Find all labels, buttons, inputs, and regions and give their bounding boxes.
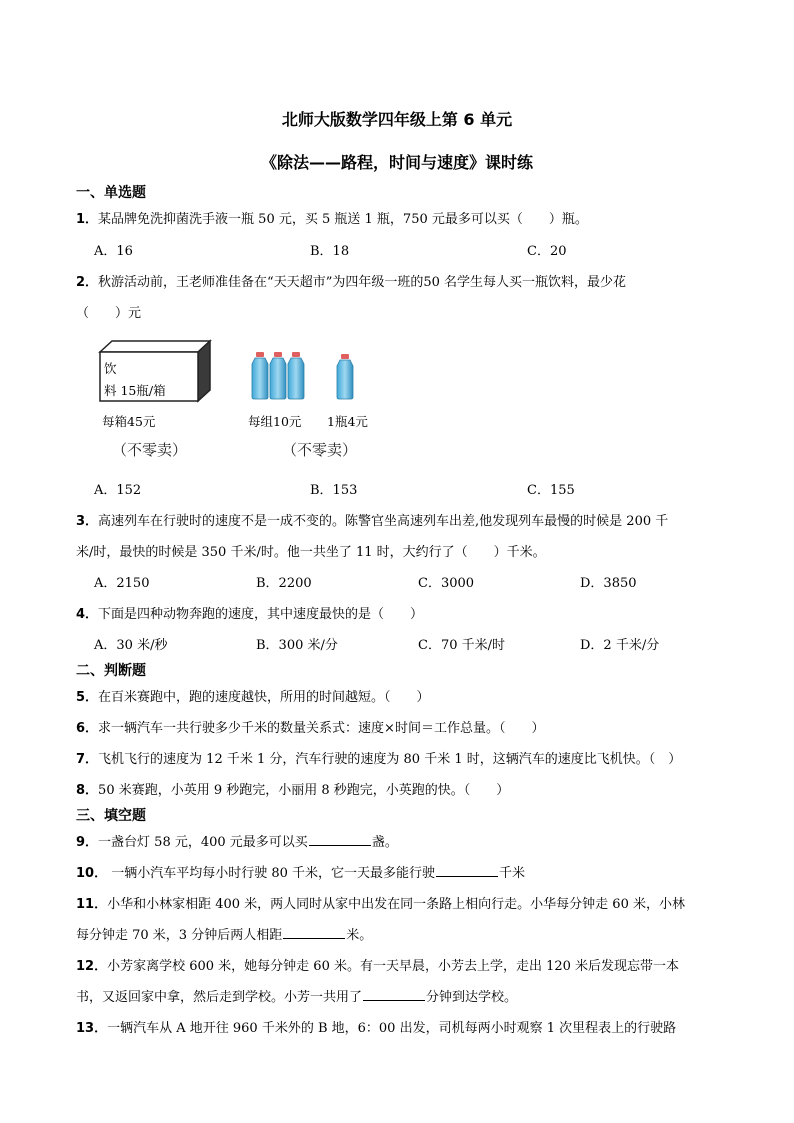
- question-number: 7．: [76, 752, 99, 767]
- question-6: [76, 717, 764, 736]
- question-5: [76, 686, 764, 705]
- answer-blank[interactable]: [283, 926, 345, 939]
- option-c: C．20: [527, 244, 567, 259]
- bottles-illustration: [248, 350, 360, 400]
- question-number: 4．: [76, 607, 99, 622]
- bottle-group-price: 每组10元: [248, 414, 302, 429]
- section-heading-fill-blank: 三、填空题: [76, 808, 146, 824]
- question-text: 每分钟走 70 米，3 分钟后两人相距: [76, 928, 283, 943]
- box-price: 每箱45元: [102, 414, 156, 429]
- option-c: C．70 千米/时: [418, 638, 506, 653]
- question-text: 小芳家离学校 600 米，她每分钟走 60 米。有一天早晨，小芳去上学，走出 120 米后发现忘带一本: [107, 959, 680, 974]
- question-text: 求一辆汽车一共行驶多少千米的数量关系式：速度×时间＝工作总量。（ ）: [98, 721, 545, 736]
- section-heading-true-false: 二、判断题: [76, 663, 146, 679]
- question-10: [76, 862, 764, 881]
- question-number: 5．: [76, 690, 99, 705]
- question-text: 某品牌免洗抑菌洗手液一瓶 50 元，买 5 瓶送 1 瓶，750 元最多可以买（ ）瓶。: [98, 212, 588, 227]
- question-number: 11．: [76, 897, 108, 912]
- question-number: 2．: [76, 275, 99, 290]
- question-2: [76, 271, 764, 290]
- section-heading-single-choice: 一、单选题: [76, 185, 146, 201]
- answer-blank[interactable]: [309, 833, 371, 846]
- question-text: 在百米赛跑中，跑的速度越快，所用的时间越短。（ ）: [98, 690, 430, 705]
- answer-blank[interactable]: [363, 988, 425, 1001]
- question-3-line-2: 米/时，最快的时候是 350 千米/时。他一共坐了 11 时，大约行了（ ）千米。: [76, 545, 546, 560]
- bottle-icon: [337, 354, 353, 399]
- option-a: A．16: [94, 244, 133, 259]
- question-number: 10．: [76, 866, 108, 881]
- question-11: [76, 893, 764, 912]
- question-text: 小华和小林家相距 400 米，两人同时从家中出发在同一条路上相向行走。小华每分钟走 60 米，小林: [107, 897, 685, 912]
- question-text: 飞机飞行的速度为 12 千米 1 分，汽车行驶的速度为 80 千米 1 时，这辆汽车的速度比飞机快。（ ）: [98, 752, 682, 767]
- bottle-single-price: 1瓶4元: [327, 414, 368, 429]
- question-text: 秋游活动前，王老师准佳备在“天天超市”为四年级一班的50 名学生每人买一瓶饮料，最少花: [98, 275, 627, 290]
- question-11-line-2: [76, 924, 764, 943]
- question-8: [76, 779, 764, 798]
- bottle-icon: [252, 352, 268, 399]
- option-b: B．300 米/分: [256, 638, 338, 653]
- question-text-end: 盏。: [371, 835, 398, 850]
- page-title: 北师大版数学四年级上第 6 单元: [281, 110, 513, 129]
- answer-blank[interactable]: [436, 864, 498, 877]
- box-label-line1: 饮: [104, 361, 117, 376]
- question-text: 50 米赛跑，小英用 9 秒跑完，小丽用 8 秒跑完，小英跑的快。（ ）: [98, 783, 510, 798]
- question-text: 下面是四种动物奔跑的速度，其中速度最快的是（ ）: [98, 607, 424, 622]
- box-not-sold-separately: （不零卖）: [112, 441, 188, 459]
- option-a: A．152: [94, 483, 142, 498]
- option-b: B．153: [310, 483, 358, 498]
- question-12-line-2: [76, 986, 764, 1005]
- question-text: 一辆汽车从 A 地开往 960 千米外的 B 地，6：00 出发，司机每两小时观察 1 次里程表上的行驶路: [107, 1021, 677, 1036]
- option-c: C．3000: [418, 576, 475, 591]
- option-a: A．2150: [94, 576, 150, 591]
- question-number: 1．: [76, 212, 99, 227]
- question-number: 6．: [76, 721, 99, 736]
- bottle-icon: [270, 352, 286, 399]
- question-9: [76, 831, 764, 850]
- question-text-end: 米。: [346, 928, 373, 943]
- question-text: 高速列车在行驶时的速度不是一成不变的。陈警官坐高速列车出差,他发现列车最慢的时候是 200 千: [98, 514, 669, 529]
- question-1: [76, 208, 764, 227]
- question-number: 8．: [76, 783, 99, 798]
- bottle-icon: [288, 352, 304, 399]
- page-subtitle: 《除法——路程，时间与速度》课时练: [260, 153, 533, 172]
- question-13: [76, 1017, 764, 1036]
- bottle-not-sold-separately: （不零卖）: [282, 441, 358, 459]
- question-number: 13．: [76, 1021, 108, 1036]
- question-text: 一盏台灯 58 元，400 元最多可以买: [98, 835, 308, 850]
- question-number: 9．: [76, 835, 99, 850]
- question-text-end: 千米: [499, 866, 526, 881]
- question-3: [76, 510, 764, 529]
- question-7: [76, 748, 764, 767]
- question-number: 12．: [76, 959, 108, 974]
- option-a: A．30 米/秒: [94, 638, 168, 653]
- option-b: B．2200: [256, 576, 312, 591]
- option-d: D．2 千米/分: [580, 638, 660, 653]
- box-label-line2: 料 15瓶/箱: [104, 383, 166, 398]
- question-text-end: 分钟到达学校。: [426, 990, 518, 1005]
- question-number: 3．: [76, 514, 99, 529]
- question-text: 书，又返回家中拿，然后走到学校。小芳一共用了: [76, 990, 363, 1005]
- option-c: C．155: [527, 483, 575, 498]
- question-12: [76, 955, 764, 974]
- question-text: 一辆小汽车平均每小时行驶 80 千米，它一天最多能行驶: [107, 866, 436, 881]
- option-d: D．3850: [580, 576, 637, 591]
- question-2-line-2: （ ）元: [76, 306, 142, 321]
- question-4: [76, 603, 764, 622]
- option-b: B．18: [310, 244, 350, 259]
